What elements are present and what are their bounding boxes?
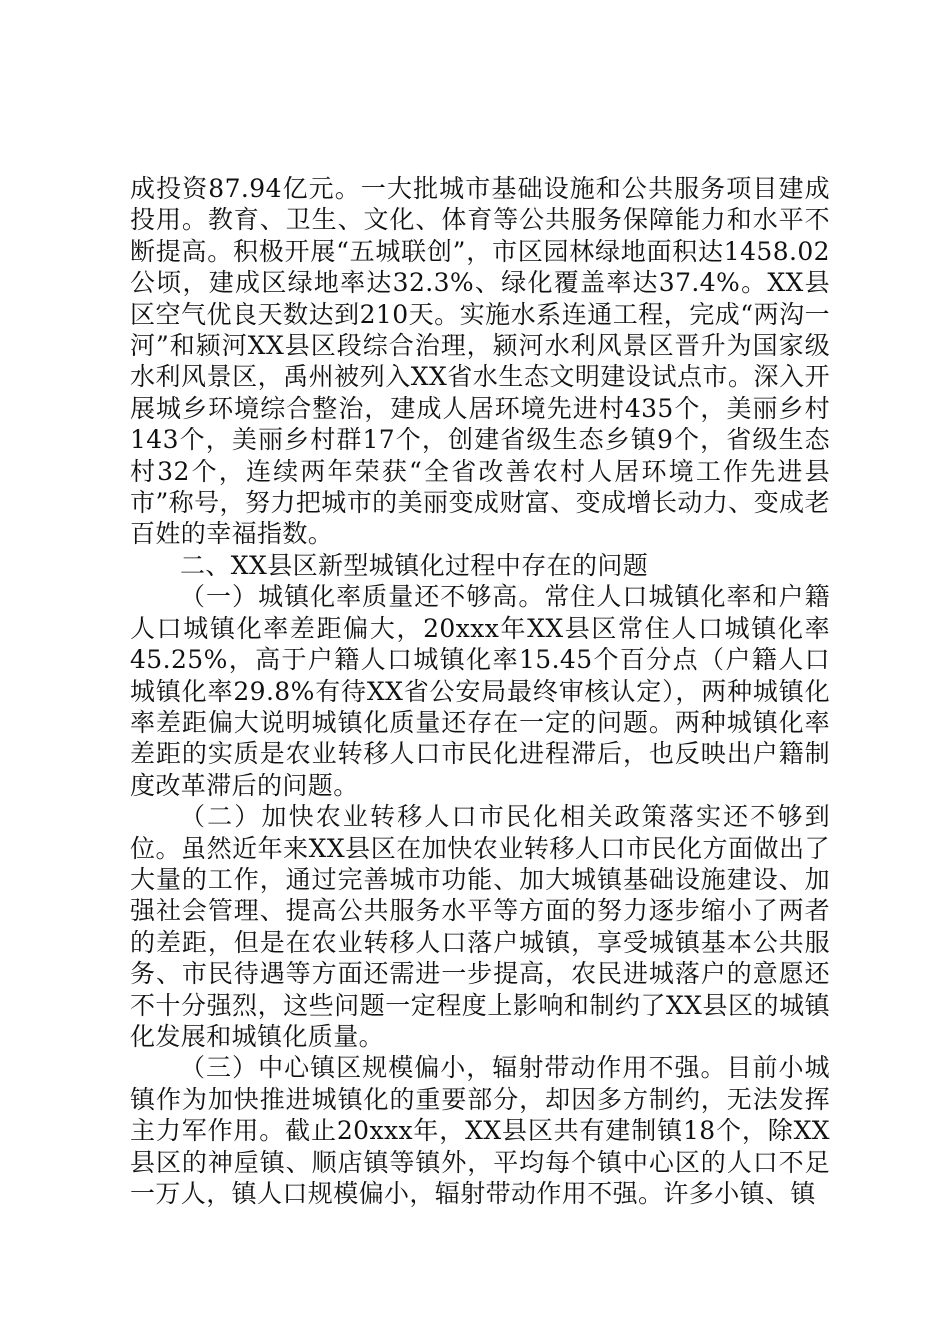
section-heading-2: 二、XX县区新型城镇化过程中存在的问题 — [180, 550, 649, 580]
body-paragraph-3: （一）城镇化率质量还不够高。常住人口城镇化率和户籍人口城镇化率差距偏大，20xxx年XX县区常住人口城镇化率45.25%，高于户籍人口城镇化率15.45个百分点（户籍人口城镇化率29.8%有待XX省公安局最终审核认定），两种城镇化率差距偏大说明城镇化质量还存在一定的问题。两种城镇化率差距的实质是农业转移人口市民化进程滞后，也反映出户籍制度改革滞后的问题。 — [130, 582, 830, 800]
body-paragraph-5: （三）中心镇区规模偏小，辐射带动作用不强。目前小城镇作为加快推进城镇化的重要部分，却因多方制约，无法发挥主力军作用。截止20xxx年，XX县区共有建制镇18个，除XX县区的神垕镇、顺店镇等镇外，平均每个镇中心区的人口不足一万人，镇人口规模偏小，辐射带动作用不强。许多小镇、镇 — [130, 1053, 830, 1208]
body-paragraph-4: （二）加快农业转移人口市民化相关政策落实还不够到位。虽然近年来XX县区在加快农业转移人口市民化方面做出了大量的工作，通过完善城市功能、加大城镇基础设施建设、加强社会管理、提高公共服务水平等方面的努力逐步缩小了两者的差距，但是在农业转移人口落户城镇，享受城镇基本公共服务、市民待遇等方面还需进一步提高，农民进城落户的意愿还不十分强烈，这些问题一定程度上影响和制约了XX县区的城镇化发展和城镇化质量。 — [130, 802, 830, 1051]
document-body — [130, 173, 830, 1209]
body-paragraph-1: 成投资87.94亿元。一大批城市基础设施和公共服务项目建成投用。教育、卫生、文化、体育等公共服务保障能力和水平不断提高。积极开展“五城联创”，市区园林绿地面积达1458.02公顷，建成区绿地率达32.3%、绿化覆盖率达37.4%。XX县区空气优良天数达到210天。实施水系连通工程，完成“两沟一河”和颍河XX县区段综合治理，颍河水利风景区晋升为国家级水利风景区，禹州被列入XX省水生态文明建设试点市。深入开展城乡环境综合整治，建成人居环境先进村435个，美丽乡村143个，美丽乡村群17个，创建省级生态乡镇9个，省级生态村32个，连续两年荣获“全省改善农村人居环境工作先进县市”称号，努力把城市的美丽变成财富、变成增长动力、变成老百姓的幸福指数。 — [130, 174, 830, 549]
